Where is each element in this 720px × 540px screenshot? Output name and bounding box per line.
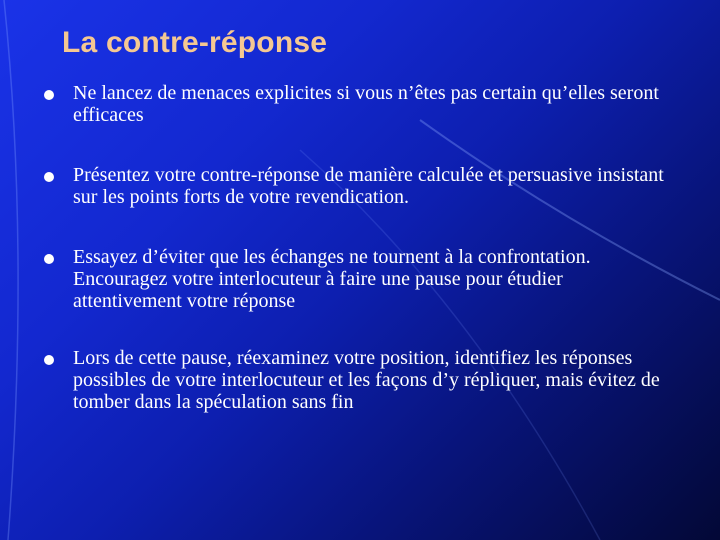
bullet-dot-icon bbox=[44, 254, 54, 264]
bullet-dot-icon bbox=[44, 355, 54, 365]
bullet-item bbox=[44, 164, 684, 208]
bullet-text: Essayez d’éviter que les échanges ne tournent à la confrontation. Encouragez votre interlocuteur à faire une pause pour étudier attentivement votre réponse bbox=[73, 246, 591, 312]
slide-title: La contre-réponse bbox=[62, 26, 328, 59]
bullet-text: Ne lancez de menaces explicites si vous n’êtes pas certain qu’elles seront efficaces bbox=[73, 82, 659, 126]
bullet-dot-icon bbox=[44, 172, 54, 182]
bullet-item bbox=[44, 347, 684, 413]
bullet-item bbox=[44, 82, 684, 126]
bullet-item bbox=[44, 246, 684, 312]
bullet-dot-icon bbox=[44, 90, 54, 100]
bullet-text: Lors de cette pause, réexaminez votre position, identifiez les réponses possibles de votre interlocuteur et les façons d’y répliquer, mais évitez de tomber dans la spéculation sans fin bbox=[73, 347, 660, 413]
bullet-text: Présentez votre contre-réponse de manière calculée et persuasive insistant sur les points forts de votre revendication. bbox=[73, 164, 664, 208]
